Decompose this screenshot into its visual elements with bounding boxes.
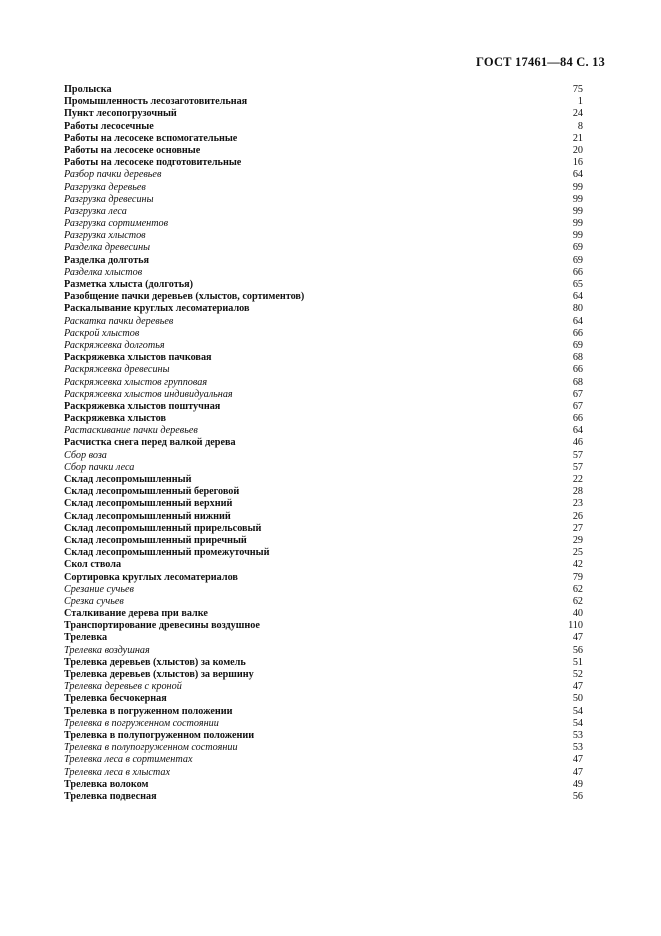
index-term: Сбор воза xyxy=(64,449,107,461)
index-page-number: 52 xyxy=(572,669,583,680)
index-entry xyxy=(64,791,583,803)
index-term: Склад лесопромышленный промежуточный xyxy=(64,547,270,559)
index-page-number: 23 xyxy=(572,498,583,510)
index-page-number: 99 xyxy=(572,218,583,230)
index-entry xyxy=(64,316,583,328)
index-entry xyxy=(64,474,583,486)
index-page-number: 42 xyxy=(572,559,583,571)
index-entry xyxy=(64,620,583,632)
index-entry xyxy=(64,96,583,108)
index-entry xyxy=(64,108,583,120)
index-entry xyxy=(64,279,583,291)
index-page-number: 64 xyxy=(572,425,583,437)
index-entry xyxy=(64,230,583,242)
index-term: Разгрузка леса xyxy=(64,205,127,217)
index-term: Трелевка воздушная xyxy=(64,644,150,656)
index-page-number: 8 xyxy=(577,120,583,132)
index-term: Трелевка деревьев с кроной xyxy=(64,681,182,693)
index-page-number: 56 xyxy=(572,644,583,656)
index-term: Склад лесопромышленный береговой xyxy=(64,486,240,498)
index-term: Раскряжевка хлыстов индивидуальная xyxy=(64,388,233,400)
index-entry xyxy=(64,706,583,718)
index-entry xyxy=(64,718,583,730)
index-term: Трелевка подвесная xyxy=(64,790,157,802)
index-entry xyxy=(64,218,583,230)
index-term: Разделка древесины xyxy=(64,242,151,254)
index-page-number: 53 xyxy=(572,729,583,741)
index-term: Раскряжевка хлыстов пачковая xyxy=(64,352,212,364)
index-entry xyxy=(64,413,583,425)
index-page-number: 66 xyxy=(572,413,583,425)
index-page-number: 68 xyxy=(572,352,583,364)
index-entry xyxy=(64,255,583,267)
index-term: Работы на лесосеке подготовительные xyxy=(64,157,242,169)
index-entry xyxy=(64,364,583,376)
index-entry xyxy=(64,182,583,194)
index-entry xyxy=(64,584,583,596)
index-term: Раскрой хлыстов xyxy=(64,327,140,339)
index-term: Пункт лесопогрузочный xyxy=(64,108,177,120)
index-entry xyxy=(64,486,583,498)
index-page-number: 47 xyxy=(572,681,583,693)
index-term: Трелевка в полупогруженном состоянии xyxy=(64,742,238,754)
page-header: ГОСТ 17461—84 С. 13 xyxy=(476,55,605,69)
index-entry xyxy=(64,303,583,315)
index-page-number: 21 xyxy=(572,132,583,144)
index-page-number: 27 xyxy=(572,522,583,534)
index-page-number: 67 xyxy=(572,388,583,400)
index-term: Склад лесопромышленный xyxy=(64,474,192,485)
index-entry xyxy=(64,377,583,389)
index-term: Раскряжевка древесины xyxy=(64,364,170,376)
index-page-number: 57 xyxy=(572,461,583,473)
index-term: Сбор пачки леса xyxy=(64,461,135,473)
index-term: Раскряжевка хлыстов xyxy=(64,413,167,425)
index-page-number: 51 xyxy=(572,656,583,668)
index-entry xyxy=(64,498,583,510)
index-entry xyxy=(64,84,583,96)
index-term: Раскряжевка долготья xyxy=(64,339,165,351)
index-page-number: 79 xyxy=(572,571,583,583)
index-entry xyxy=(64,194,583,206)
index-entry xyxy=(64,437,583,449)
index-page-number: 28 xyxy=(572,486,583,498)
index-page-number: 46 xyxy=(572,437,583,449)
index-entry xyxy=(64,401,583,413)
index-page-number: 47 xyxy=(572,754,583,766)
index-entry xyxy=(64,693,583,705)
index-page-number: 68 xyxy=(572,376,583,388)
index-entry xyxy=(64,267,583,279)
index-entry xyxy=(64,632,583,644)
index-entry xyxy=(64,450,583,462)
index-page-number: 53 xyxy=(572,742,583,754)
index-entry xyxy=(64,169,583,181)
index-term: Работы на лесосеке основные xyxy=(64,144,201,156)
index-entry xyxy=(64,572,583,584)
index-term: Разобщение пачки деревьев (хлыстов, сортиментов) xyxy=(64,291,305,303)
index-term: Трелевка бесчокерная xyxy=(64,693,167,705)
index-entry xyxy=(64,389,583,401)
index-page-number: 20 xyxy=(572,144,583,156)
index-page-number: 50 xyxy=(572,693,583,705)
index-term: Трелевка деревьев (хлыстов) за вершину xyxy=(64,669,254,680)
index-term: Разгрузка деревьев xyxy=(64,181,146,193)
index-term: Трелевка в погруженном положении xyxy=(64,705,233,717)
index-page-number: 62 xyxy=(572,595,583,607)
index-page-number: 54 xyxy=(572,717,583,729)
index-entry xyxy=(64,425,583,437)
index-page-number: 47 xyxy=(572,766,583,778)
index-entry xyxy=(64,121,583,133)
index-entry xyxy=(64,645,583,657)
index-page-number: 49 xyxy=(572,778,583,790)
index-page-number: 65 xyxy=(572,279,583,290)
index-entry xyxy=(64,242,583,254)
index-term: Разбор пачки деревьев xyxy=(64,169,162,181)
index-term: Трелевка деревьев (хлыстов) за комель xyxy=(64,656,246,668)
index-entry xyxy=(64,669,583,681)
index-page-number: 66 xyxy=(572,364,583,376)
index-term: Работы на лесосеке вспомогательные xyxy=(64,132,238,144)
index-entry xyxy=(64,157,583,169)
index-page-number: 99 xyxy=(572,181,583,193)
index-entry xyxy=(64,608,583,620)
index-page-number: 99 xyxy=(572,193,583,205)
index-term: Склад лесопромышленный прирельсовый xyxy=(64,522,262,534)
index-page-number: 16 xyxy=(572,157,583,169)
index-entry xyxy=(64,511,583,523)
index-page-number: 54 xyxy=(572,705,583,717)
index-page-number: 25 xyxy=(572,547,583,559)
index-term: Срезка сучьев xyxy=(64,595,124,607)
index-page-number: 75 xyxy=(572,84,583,95)
index-entry xyxy=(64,535,583,547)
index-term: Разделка долготья xyxy=(64,254,150,266)
index-entry xyxy=(64,328,583,340)
index-page-number: 64 xyxy=(572,315,583,327)
index-term: Трелевка волоком xyxy=(64,778,149,790)
index-entry xyxy=(64,730,583,742)
index-page-number: 80 xyxy=(572,303,583,315)
index-page-number: 62 xyxy=(572,583,583,595)
index-entry xyxy=(64,145,583,157)
index-term: Разгрузка сортиментов xyxy=(64,218,169,230)
index-entry xyxy=(64,206,583,218)
index-term: Разгрузка древесины xyxy=(64,193,154,205)
index-term: Раскалывание круглых лесоматериалов xyxy=(64,303,250,315)
index-page-number: 69 xyxy=(572,242,583,254)
index-term: Раскатка пачки деревьев xyxy=(64,315,174,327)
index-page-number: 110 xyxy=(568,620,583,632)
index-entry xyxy=(64,779,583,791)
index-page-number: 56 xyxy=(572,790,583,802)
index-term: Трелевка xyxy=(64,632,108,644)
index-term: Растаскивание пачки деревьев xyxy=(64,425,198,437)
index-term: Сталкивание дерева при валке xyxy=(64,608,208,620)
index-page-number: 99 xyxy=(572,230,583,242)
index-page-number: 47 xyxy=(572,632,583,644)
index-page-number: 64 xyxy=(572,169,583,181)
index-term: Работы лесосечные xyxy=(64,120,154,132)
index-term: Срезание сучьев xyxy=(64,583,134,595)
index-page-number: 29 xyxy=(572,534,583,546)
index-page-number: 99 xyxy=(572,205,583,217)
index-entry xyxy=(64,547,583,559)
index-term: Трелевка в полупогруженном положении xyxy=(64,729,255,741)
index-entry xyxy=(64,754,583,766)
index-page-number: 67 xyxy=(572,400,583,412)
index-term: Разделка хлыстов xyxy=(64,266,143,278)
index-term: Пролыска xyxy=(64,84,112,95)
index-entry xyxy=(64,559,583,571)
index-entry xyxy=(64,523,583,535)
index-entry xyxy=(64,133,583,145)
index-term: Транспортирование древесины воздушное xyxy=(64,620,260,632)
index-term: Склад лесопромышленный нижний xyxy=(64,510,231,522)
index-entry xyxy=(64,767,583,779)
index-term: Склад лесопромышленный приречный xyxy=(64,534,247,546)
index-entry xyxy=(64,596,583,608)
index-entry xyxy=(64,462,583,474)
index-page-number: 40 xyxy=(572,608,583,620)
index-page-number: 66 xyxy=(572,327,583,339)
index-entry xyxy=(64,657,583,669)
index-entry xyxy=(64,681,583,693)
index-entry xyxy=(64,291,583,303)
index-term: Расчистка снега перед валкой дерева xyxy=(64,437,236,449)
index-entry xyxy=(64,742,583,754)
index-entry xyxy=(64,340,583,352)
index-page-number: 26 xyxy=(572,510,583,522)
index-page-number: 64 xyxy=(572,291,583,303)
index-term: Разгрузка хлыстов xyxy=(64,230,146,242)
index-page-number: 22 xyxy=(572,474,583,485)
index-page-number: 24 xyxy=(572,108,583,120)
index-term: Сортировка круглых лесоматериалов xyxy=(64,571,238,583)
index-page-number: 69 xyxy=(572,339,583,351)
index-term: Разметка хлыста (долготья) xyxy=(64,279,193,290)
index-term: Раскряжевка хлыстов поштучная xyxy=(64,400,221,412)
index-page-number: 57 xyxy=(572,449,583,461)
index-term: Трелевка леса в сортиментах xyxy=(64,754,193,766)
index-term: Промышленность лесозаготовительная xyxy=(64,96,248,108)
index-page-number: 66 xyxy=(572,266,583,278)
index-term: Скол ствола xyxy=(64,559,122,571)
index-entry xyxy=(64,352,583,364)
index-term: Трелевка леса в хлыстах xyxy=(64,766,170,778)
index-list xyxy=(64,84,583,803)
index-term: Раскряжевка хлыстов групповая xyxy=(64,376,208,388)
index-term: Склад лесопромышленный верхний xyxy=(64,498,233,510)
index-page-number: 69 xyxy=(572,254,583,266)
index-page-number: 1 xyxy=(577,96,583,108)
index-term: Трелевка в погруженном состоянии xyxy=(64,717,219,729)
